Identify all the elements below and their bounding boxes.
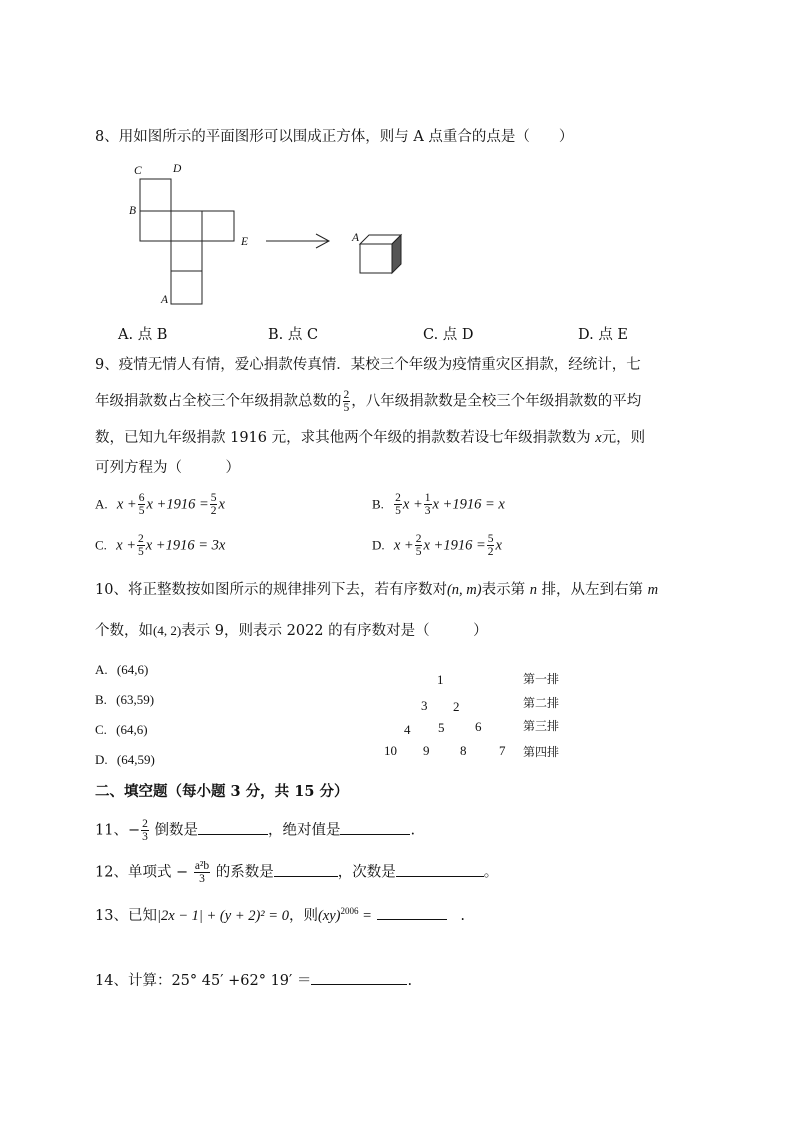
net-label-a: A [161, 294, 169, 306]
q9-option-a[interactable]: A. x + $\frac{6}{5}$ x +1916 = $\frac{5}{2}$ x [95, 492, 225, 517]
q10-option-b[interactable]: B. (63,59) [95, 692, 155, 707]
q8-option-d[interactable]: D. 点 E [578, 327, 629, 343]
q9-line3: 数，已知九年级捐款 1916 元，求其他两个年级的捐款数若设七年级捐款数为 x元，则 [95, 430, 646, 446]
q9-line2: 年级捐款数占全校三个年级捐款总数的 $\frac{2}{5}$ ，八年级捐款数是全校三个年级捐款数的平均 [95, 389, 642, 414]
row-label: 第一排 [523, 672, 560, 686]
triangle-number: 3 [421, 698, 428, 713]
q9-option-c[interactable]: C. x + $\frac{2}{5}$ x +1916 = 3x [95, 533, 226, 558]
answer-blank[interactable] [340, 820, 410, 835]
q12: 12、单项式 − $\frac{\text{a²b}}{3}$ 的系数是 ，次数是 。 [95, 860, 499, 885]
answer-blank[interactable] [377, 905, 447, 920]
q10-option-c[interactable]: C. (64,6) [95, 722, 148, 737]
answer-blank[interactable] [311, 970, 407, 985]
q9-option-b[interactable]: B. $\frac{2}{5}$ x + $\frac{1}{3}$ x +1916 = x [372, 492, 505, 517]
q9-option-d[interactable]: D. x + $\frac{2}{5}$ x +1916 = $\frac{5}{2}$ x [372, 533, 502, 558]
row-label: 第四排 [523, 745, 560, 759]
section-title: 二、填空题（每小题 3 分，共 15 分） [95, 783, 349, 800]
q13: 13、已知|2x − 1| + (y + 2)² = 0，则(xy)$^{2006}$ = . [95, 906, 465, 924]
fraction-two-fifths: $\frac{2}{5}$ [343, 389, 350, 414]
q10-line2: 个数，如(4, 2)表示 9，则表示 2022 的有序数对是（ ） [95, 623, 488, 639]
q8-option-c[interactable]: C. 点 D [423, 327, 474, 343]
q10-option-d[interactable]: D. (64,59) [95, 752, 155, 767]
q8-option-a[interactable]: A. 点 B [118, 327, 168, 343]
q11: 11、− $\frac{2}{3}$ 倒数是 ，绝对值是 . [95, 818, 416, 843]
row-label: 第三排 [523, 719, 560, 733]
net-label-d: D [173, 163, 182, 175]
triangle-number: 7 [499, 743, 506, 758]
triangle-number: 10 [384, 743, 397, 758]
triangle-number: 1 [437, 672, 444, 687]
net-label-c: C [134, 165, 142, 177]
answer-blank[interactable] [274, 862, 338, 877]
triangle-number: 8 [460, 743, 467, 758]
triangle-number: 5 [438, 720, 445, 735]
q8-option-b[interactable]: B. 点 C [268, 327, 319, 343]
triangle-number: 2 [453, 699, 460, 714]
net-label-e: E [241, 236, 249, 248]
q9-line1: 9、疫情无情人有情，爱心捐款传真情．某校三个年级为疫情重灾区捐款，经统计，七 [95, 357, 641, 373]
net-label-b: B [129, 205, 137, 217]
q10-option-a[interactable]: A. (64,6) [95, 662, 149, 677]
row-label: 第二排 [523, 696, 560, 710]
triangle-number: 4 [404, 722, 411, 737]
triangle-number: 6 [475, 719, 482, 734]
cube-label-a: A [352, 232, 360, 244]
cube-net-figure [110, 160, 430, 310]
triangle-number: 9 [423, 743, 430, 758]
answer-blank[interactable] [396, 862, 484, 877]
q8-stem: 8、用如图所示的平面图形可以围成正方体，则与 A 点重合的点是（ ） [95, 129, 574, 145]
q9-line4: 可列方程为（ ） [95, 460, 240, 476]
q14: 14、计算：25° 45′ +62° 19′ ＝ . [95, 970, 412, 991]
answer-blank[interactable] [198, 820, 268, 835]
q10-line1: 10、将正整数按如图所示的规律排列下去，若有序数对(n, m)表示第 n 排，从左到右第 m [95, 582, 659, 598]
